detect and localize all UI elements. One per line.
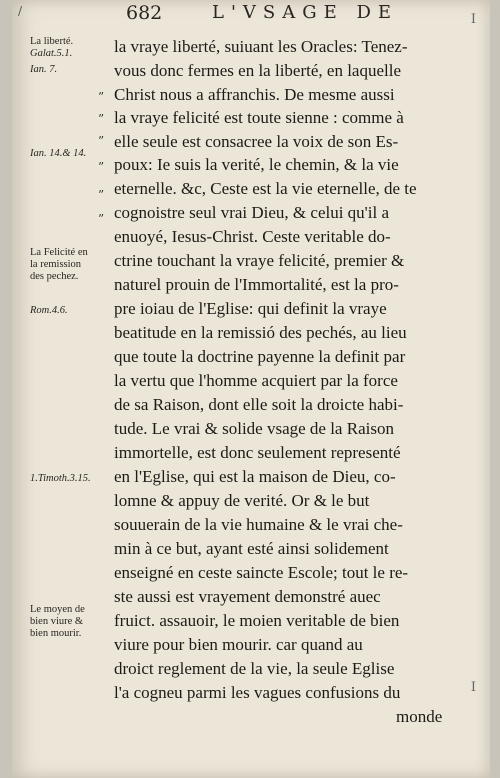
- body-line: l'a cogneu parmi les vagues confusions du: [114, 683, 401, 702]
- quote-mark: ”: [98, 90, 105, 104]
- quote-mark: ”: [98, 134, 105, 148]
- margin-note-remission: la remission: [30, 259, 82, 270]
- margin-note-bien-mourir: bien mourir.: [30, 628, 82, 639]
- body-line: ste aussi est vrayement demonstré auec: [114, 587, 381, 606]
- margin-note-timoth: 1.Timoth.3.15.: [30, 473, 91, 484]
- edge-mark: I: [470, 12, 476, 27]
- page-header: [12, 0, 490, 30]
- body-line: viure pour bien mourir. car quand au: [114, 635, 363, 654]
- margin-note-moyen: Le moyen de: [30, 604, 85, 615]
- body-line: Christ nous a affranchis. De mesme aussi: [114, 85, 395, 104]
- margin-note-bien-viure: bien viure &: [30, 616, 84, 627]
- body-line: en l'Eglise, qui est la maison de Dieu, co-: [114, 467, 396, 486]
- book-page: [12, 0, 490, 778]
- body-line: enuoyé, Iesus-Christ. Ceste veritable do-: [114, 227, 391, 246]
- margin-note-ian-14: Ian. 14.& 14.: [30, 148, 87, 159]
- margin-note-pechez: des pechez.: [30, 271, 79, 282]
- body-line: naturel prouin de l'Immortalité, est la pro-: [114, 275, 399, 294]
- body-line: beatitude en la remissió des pechés, au lieu: [114, 323, 407, 342]
- body-line: lomne & appuy de verité. Or & le but: [114, 491, 370, 510]
- margin-note-galat: Galat.5.1.: [30, 48, 73, 59]
- body-line: de sa Raison, dont elle soit la droicte habi-: [114, 395, 404, 414]
- body-line: que toute la doctrine payenne la definit par: [114, 347, 406, 366]
- corner-mark: /: [18, 4, 23, 18]
- catchword: monde: [396, 707, 443, 726]
- body-line: souuerain de la vie humaine & le vrai che-: [114, 515, 403, 534]
- body-line: vous donc fermes en la liberté, en laquelle: [114, 61, 401, 80]
- body-line: cognoistre seul vrai Dieu, & celui qu'il a: [114, 203, 389, 222]
- margin-note-rom: Rom.4.6.: [30, 305, 68, 316]
- body-line: min à ce but, ayant esté ainsi solidement: [114, 539, 389, 558]
- body-line: elle seule est consacree la voix de son Es-: [114, 132, 399, 151]
- body-line: fruict. assauoir, le moien veritable de bien: [114, 611, 400, 630]
- quote-mark: ”: [98, 212, 105, 226]
- body-line: droict reglement de la vie, la seule Eglise: [114, 659, 395, 678]
- margin-note-felicite: La Felicité en: [30, 247, 88, 258]
- body-line: pre ioiau de l'Eglise: qui definit la vraye: [114, 299, 387, 318]
- body-line: enseigné en ceste saincte Escole; tout le re-: [114, 563, 409, 582]
- quote-mark: ”: [98, 112, 105, 126]
- body-line: la vraye felicité est toute sienne : comme à: [114, 108, 404, 127]
- margin-note-ian-7: Ian. 7.: [30, 64, 58, 75]
- body-line: la vraye liberté, suiuant les Oracles: Tenez-: [114, 37, 408, 56]
- quote-mark: ”: [98, 188, 105, 202]
- body-line: ctrine touchant la vraye felicité, premier &: [114, 251, 405, 270]
- body-line: tude. Le vrai & solide vsage de la Raison: [114, 419, 394, 438]
- body-line: eternelle. &c, Ceste est la vie eternelle, de te: [114, 179, 417, 198]
- running-title: L'VSAGE DE: [212, 2, 399, 23]
- body-line: la vertu que l'homme acquiert par la force: [114, 371, 398, 390]
- quote-mark: ”: [98, 160, 105, 174]
- page-number: 682: [126, 2, 163, 24]
- margin-note-liberte: La liberté.: [30, 36, 74, 47]
- body-line: immortelle, est donc seulement representé: [114, 443, 401, 462]
- edge-mark: I: [470, 680, 476, 695]
- body-line: poux: Ie suis la verité, le chemin, & la vie: [114, 155, 399, 174]
